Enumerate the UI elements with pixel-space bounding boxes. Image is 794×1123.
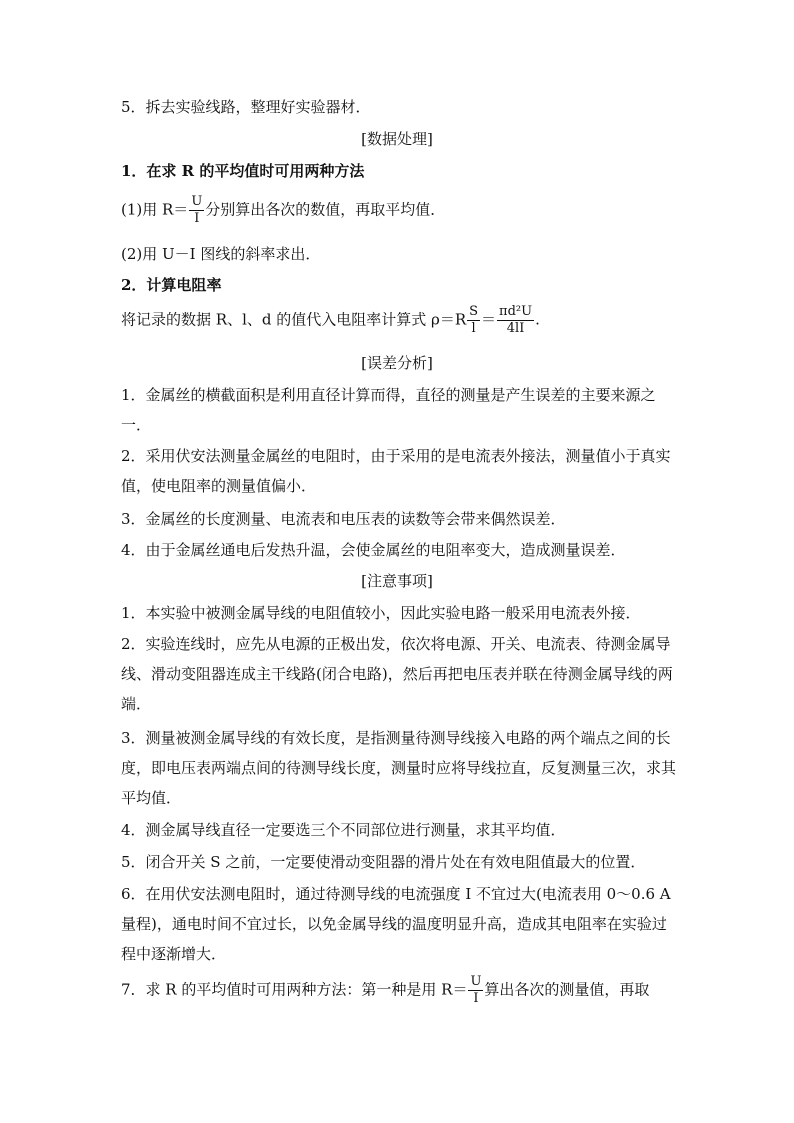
fraction-s-over-l <box>467 304 480 337</box>
data-item-2-heading: 2．计算电阻率 <box>121 276 222 294</box>
fraction-u-over-i <box>189 194 204 227</box>
formula-prefix: 7．求 R 的平均值时可用两种方法：第一种是用 R＝ <box>121 980 468 999</box>
section-heading-data-processing: [数据处理] <box>361 130 433 148</box>
fraction-numerator: S <box>469 304 479 319</box>
error-item-1: 1．金属丝的横截面积是利用直径计算而得，直径的测量是产生误差的主要来源之一． <box>121 386 656 434</box>
fraction-denominator: I <box>194 211 200 226</box>
note-item-1: 1．本实验中被测金属导线的电阻值较小，因此实验电路一般采用电流表外接． <box>121 604 641 622</box>
equals-sign: ＝ <box>481 310 497 329</box>
section-heading-error-analysis: [误差分析] <box>361 354 433 372</box>
formula-prefix: 将记录的数据 R、l、d 的值代入电阻率计算式 ρ＝R <box>121 310 467 329</box>
data-item-1a <box>121 194 677 227</box>
note-item-3: 3．测量被测金属导线的有效长度，是指测量待测导线接入电路的两个端点之间的长度，即电压表两端点间的待测导线长度，测量时应将导线拉直，反复测量三次，求其平均值． <box>121 729 677 807</box>
formula-suffix: 算出各次的测量值，再取 <box>484 980 650 999</box>
note-item-7 <box>121 974 677 1007</box>
fraction-denominator: I <box>473 991 479 1006</box>
note-item-2: 2．实验连线时，应先从电源的正极出发，依次将电源、开关、电流表、待测金属导线、滑动变阻器连成主干线路(闭合电路)，然后再把电压表并联在待测金属导线的两端． <box>121 635 673 713</box>
formula-suffix: 分别算出各次的数值，再取平均值． <box>205 200 446 219</box>
error-item-2: 2．采用伏安法测量金属丝的电阻时，由于采用的是电流表外接法，测量值小于真实值，使电阻率的测量值偏小． <box>121 447 671 495</box>
fraction-u-over-i <box>468 974 483 1007</box>
note-item-4: 4．测金属导线直径一定要选三个不同部位进行测量，求其平均值． <box>121 821 566 839</box>
note-item-6: 6．在用伏安法测电阻时，通过待测导线的电流强度 I 不宜过大(电流表用 0～0.6 A 量程)，通电时间不宜过长，以免金属导线的温度明显升高，造成其电阻率在实验过程中逐渐增大． <box>121 885 671 963</box>
fraction-numerator: πd²U <box>499 304 533 319</box>
note-item-5: 5．闭合开关 S 之前，一定要使滑动变阻器的滑片处在有效电阻值最大的位置． <box>121 853 646 871</box>
error-item-3: 3．金属丝的长度测量、电流表和电压表的读数等会带来偶然误差． <box>121 510 566 528</box>
data-item-1-heading: 1．在求 R 的平均值时可用两种方法 <box>121 162 365 180</box>
fraction-denominator: 4lI <box>506 321 525 336</box>
formula-suffix: . <box>535 310 540 329</box>
step-5-text: 5．拆去实验线路，整理好实验器材． <box>121 98 371 116</box>
data-item-1b: (2)用 U－I 图线的斜率求出． <box>121 245 321 263</box>
error-item-4: 4．由于金属丝通电后发热升温，会使金属丝的电阻率变大，造成测量误差． <box>121 541 626 559</box>
data-item-2a <box>121 304 677 337</box>
formula-prefix: (1)用 R＝ <box>121 200 189 219</box>
fraction-denominator: l <box>471 321 476 336</box>
fraction-numerator: U <box>470 974 482 989</box>
section-heading-precautions: [注意事项] <box>361 572 433 590</box>
fraction-numerator: U <box>191 194 203 209</box>
fraction-resistivity <box>497 304 534 337</box>
